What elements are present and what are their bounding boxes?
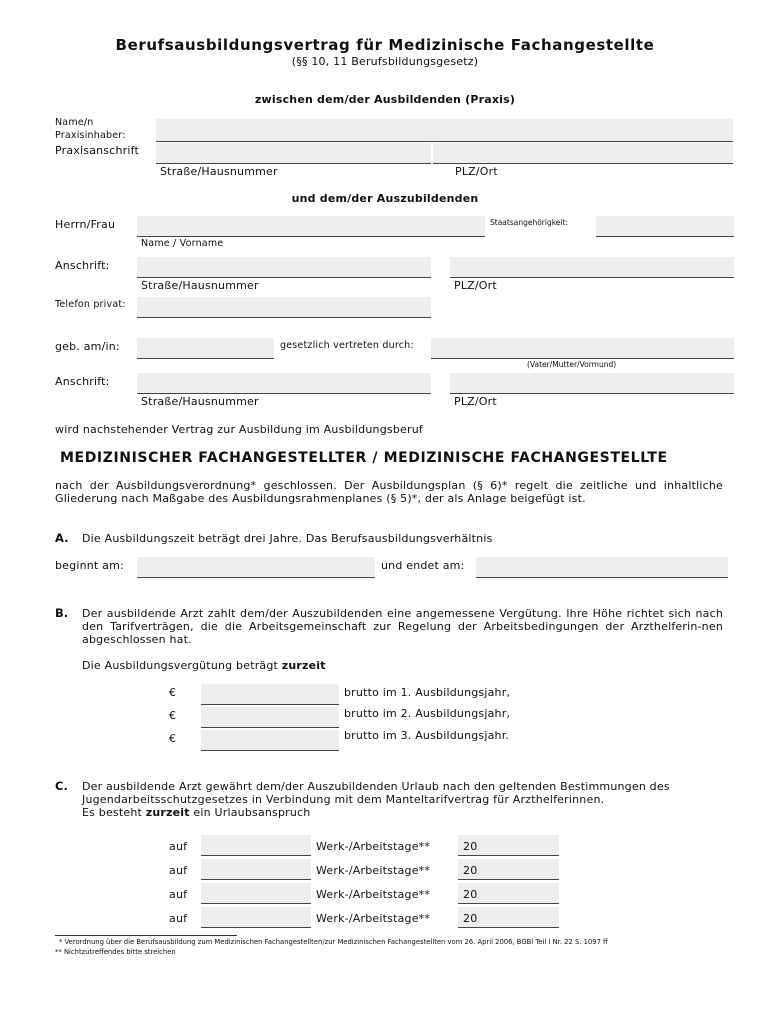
trainee-address-label: Anschrift: [55,259,110,272]
pay-year-3-field[interactable] [201,730,339,751]
nationality-field[interactable] [596,216,734,237]
trainee-plz-field[interactable] [450,257,734,278]
section-a-letter: A. [55,531,69,545]
vacation-text-a: Es besteht [82,806,143,819]
guardian-street-label: Straße/Hausnummer [141,395,259,408]
trainee-plz-label: PLZ/Ort [454,279,497,292]
pay-intro-bold: zurzeit [281,659,326,672]
vacation-row-2-prefix: auf [169,864,188,877]
guardian-plz-label: PLZ/Ort [454,395,497,408]
currency-1: € [169,686,177,699]
phone-field[interactable] [137,297,431,318]
footnote-1: * Verordnung über die Berufsausbildung zum Medizinischen Fachangestellten/zur Medizinischen Fachangestellten vom 26. April 2006, BGBl Teil I Nr. 22 S. 1097 ff [59,938,608,946]
start-label: beginnt am: [55,559,124,572]
vacation-row-4-prefix: auf [169,912,188,925]
section-c-line-2: Jugendarbeitsschutzgesetzes in Verbindung mit dem Manteltarifvertrag für Arzthelferinnen. [82,793,605,806]
ordinance-text: nach der Ausbildungsverordnung* geschlossen. Der Ausbildungsplan (§ 6)* regelt die zeitliche und inhaltliche Gliederung nach Maßgabe des Ausbildungsrahmenplanes (§ 5)*, der als Anlage beigefügt ist. [55,479,723,505]
vacation-row-4-days: 20 [463,912,478,925]
vacation-row-2-field[interactable] [201,859,311,880]
pay-year-2-label: brutto im 2. Ausbildungsjahr, [344,707,511,720]
guardian-street-field[interactable] [137,373,431,394]
section-c-letter: C. [55,779,68,793]
vacation-row-1-days: 20 [463,840,478,853]
document-title: Berufsausbildungsvertrag für Medizinische Fachangestellte [115,36,655,54]
footnote-2: ** Nichtzutreffendes bitte streichen [55,948,176,956]
pay-intro [82,659,326,672]
vacation-row-3-prefix: auf [169,888,188,901]
between-heading: zwischen dem/der Ausbildenden (Praxis) [254,93,516,106]
guardian-label: gesetzlich vertreten durch: [280,340,414,351]
vacation-text-c: ein Urlaubsanspruch [193,806,311,819]
praxis-plz-label: PLZ/Ort [455,165,498,178]
guardian-field[interactable] [431,338,734,359]
trainee-street-field[interactable] [137,257,431,278]
section-a-text: Die Ausbildungszeit beträgt drei Jahre. Das Berufsausbildungsverhältnis [82,532,493,545]
vacation-row-1-field[interactable] [201,835,311,856]
salutation-label: Herrn/Frau [55,218,116,231]
section-c-line-1: Der ausbildende Arzt gewährt dem/der Auszubildenden Urlaub nach den geltenden Bestimmungen des [82,780,670,793]
end-date-field[interactable] [476,557,728,578]
section-b-letter: B. [55,606,69,620]
name-sublabel: Name / Vorname [141,238,224,249]
vacation-row-2-days: 20 [463,864,478,877]
vacation-row-3-unit: Werk-/Arbeitstage** [316,888,431,901]
pay-year-1-field[interactable] [201,684,339,705]
section-b-text: Der ausbildende Arzt zahlt dem/der Auszubildenden eine angemessene Vergütung. Ihre Höhe richtet sich nach den Tarifverträgen, die die Arbeitsgemeinschaft zur Regelung der Arbeitsbedingungen der Arzthelferin-nen abgeschlossen hat. [82,607,723,646]
praxis-owner-label: Praxisinhaber: [55,130,126,141]
pay-year-1-label: brutto im 1. Ausbildungsjahr, [344,686,511,699]
end-label: und endet am: [381,559,465,572]
birth-field[interactable] [137,338,274,359]
footnote-divider [55,935,237,936]
contract-intro: wird nachstehender Vertrag zur Ausbildung im Ausbildungsberuf [55,423,423,436]
trainee-heading: und dem/der Auszubildenden [291,192,479,205]
guardian-address-label: Anschrift: [55,375,110,388]
currency-2: € [169,709,177,722]
vacation-row-3-field[interactable] [201,883,311,904]
vacation-row-1-unit: Werk-/Arbeitstage** [316,840,431,853]
pay-year-2-field[interactable] [201,707,339,728]
praxis-owner-field[interactable] [156,119,733,142]
vacation-row-4-field[interactable] [201,907,311,928]
praxis-street-label: Straße/Hausnummer [160,165,278,178]
start-date-field[interactable] [137,557,375,578]
vacation-row-2-unit: Werk-/Arbeitstage** [316,864,431,877]
praxis-name-label: Name/n [55,117,94,128]
vacation-text-bold: zurzeit [145,806,190,819]
profession-title: MEDIZINISCHER FACHANGESTELLTER / MEDIZINISCHE FACHANGESTELLTE [60,450,668,466]
vacation-row-3-days: 20 [463,888,478,901]
praxis-plz-field[interactable] [433,143,733,164]
currency-3: € [169,732,177,745]
vacation-row-1-prefix: auf [169,840,188,853]
praxis-street-field[interactable] [156,143,431,164]
guardian-plz-field[interactable] [450,373,734,394]
guardian-sublabel: (Vater/Mutter/Vormund) [527,360,617,369]
phone-label: Telefon privat: [55,299,126,310]
praxis-address-label: Praxisanschrift [55,144,140,157]
nationality-label: Staatsangehörigkeit: [490,218,568,227]
pay-year-3-label: brutto im 3. Ausbildungsjahr. [344,729,510,742]
pay-intro-text: Die Ausbildungsvergütung beträgt [82,659,279,672]
vacation-row-4-unit: Werk-/Arbeitstage** [316,912,431,925]
section-c-line-3 [82,806,310,819]
birth-label: geb. am/in: [55,340,120,353]
trainee-name-field[interactable] [137,216,485,237]
trainee-street-label: Straße/Hausnummer [141,279,259,292]
document-subtitle: (§§ 10, 11 Berufsbildungsgesetz) [291,55,479,68]
